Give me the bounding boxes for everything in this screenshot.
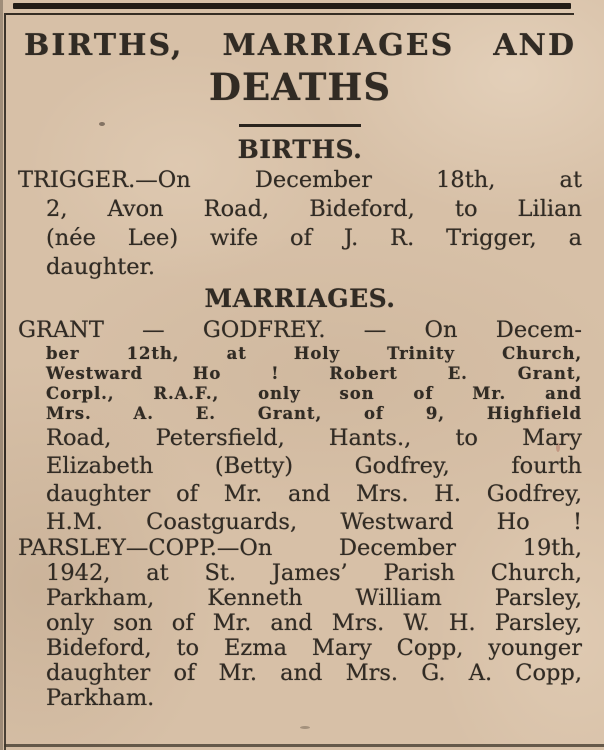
marriages-section-heading: MARRIAGES. <box>204 284 396 313</box>
bottom-rule <box>4 744 604 747</box>
entry-line: H.M. Coastguards, Westward Ho ! <box>46 509 582 535</box>
entry-line: TRIGGER.—On December 18th, at <box>18 167 582 193</box>
entry-line: 1942, at St. James’ Parish Church, <box>46 560 582 586</box>
entry-line: Parkham, Kenneth William Parsley, <box>46 585 582 611</box>
entry-trigger-birth <box>18 166 582 282</box>
entry-line: Parkham. <box>46 685 155 711</box>
entry-line: Elizabeth (Betty) Godfrey, fourth <box>46 453 582 479</box>
entry-line: Bideford, to Ezma Mary Copp, younger <box>46 635 582 661</box>
masthead-line2: DEATHS <box>208 65 392 109</box>
paper-edge-shadow <box>0 0 3 750</box>
entry-line: 2, Avon Road, Bideford, to Lilian <box>46 196 582 222</box>
masthead-line1: BIRTHS, MARRIAGES AND <box>24 28 576 63</box>
entry-line: Mrs. A. E. Grant, of 9, Highfield <box>46 404 582 423</box>
masthead-divider-rule <box>239 124 361 127</box>
left-column-rule <box>4 13 6 750</box>
births-section-heading: BIRTHS. <box>237 135 363 164</box>
entry-line: (née Lee) wife of J. R. Trigger, a <box>46 225 582 251</box>
entry-line: daughter. <box>46 254 155 280</box>
entry-line: only son of Mr. and Mrs. W. H. Parsley, <box>46 610 582 636</box>
top-rule-thin <box>5 13 574 15</box>
entry-line: ber 12th, at Holy Trinity Church, <box>46 344 582 363</box>
entry-line: PARSLEY—COPP.—On December 19th, <box>18 535 582 561</box>
entry-line: Road, Petersfield, Hants., to Mary <box>46 425 582 451</box>
entry-line: Westward Ho ! Robert E. Grant, <box>46 364 582 383</box>
entry-grant-godfrey-marriage <box>18 316 582 536</box>
paper-speck <box>300 726 310 729</box>
entry-line: daughter of Mr. and Mrs. G. A. Copp, <box>46 660 582 686</box>
entry-line: Corpl., R.A.F., only son of Mr. and <box>46 384 582 403</box>
top-rule-thick <box>13 3 571 9</box>
entry-line: GRANT — GODFREY. — On Decem- <box>18 317 582 343</box>
text-column <box>18 16 582 711</box>
entry-line: daughter of Mr. and Mrs. H. Godfrey, <box>46 481 582 507</box>
entry-parsley-copp-marriage <box>18 536 582 711</box>
